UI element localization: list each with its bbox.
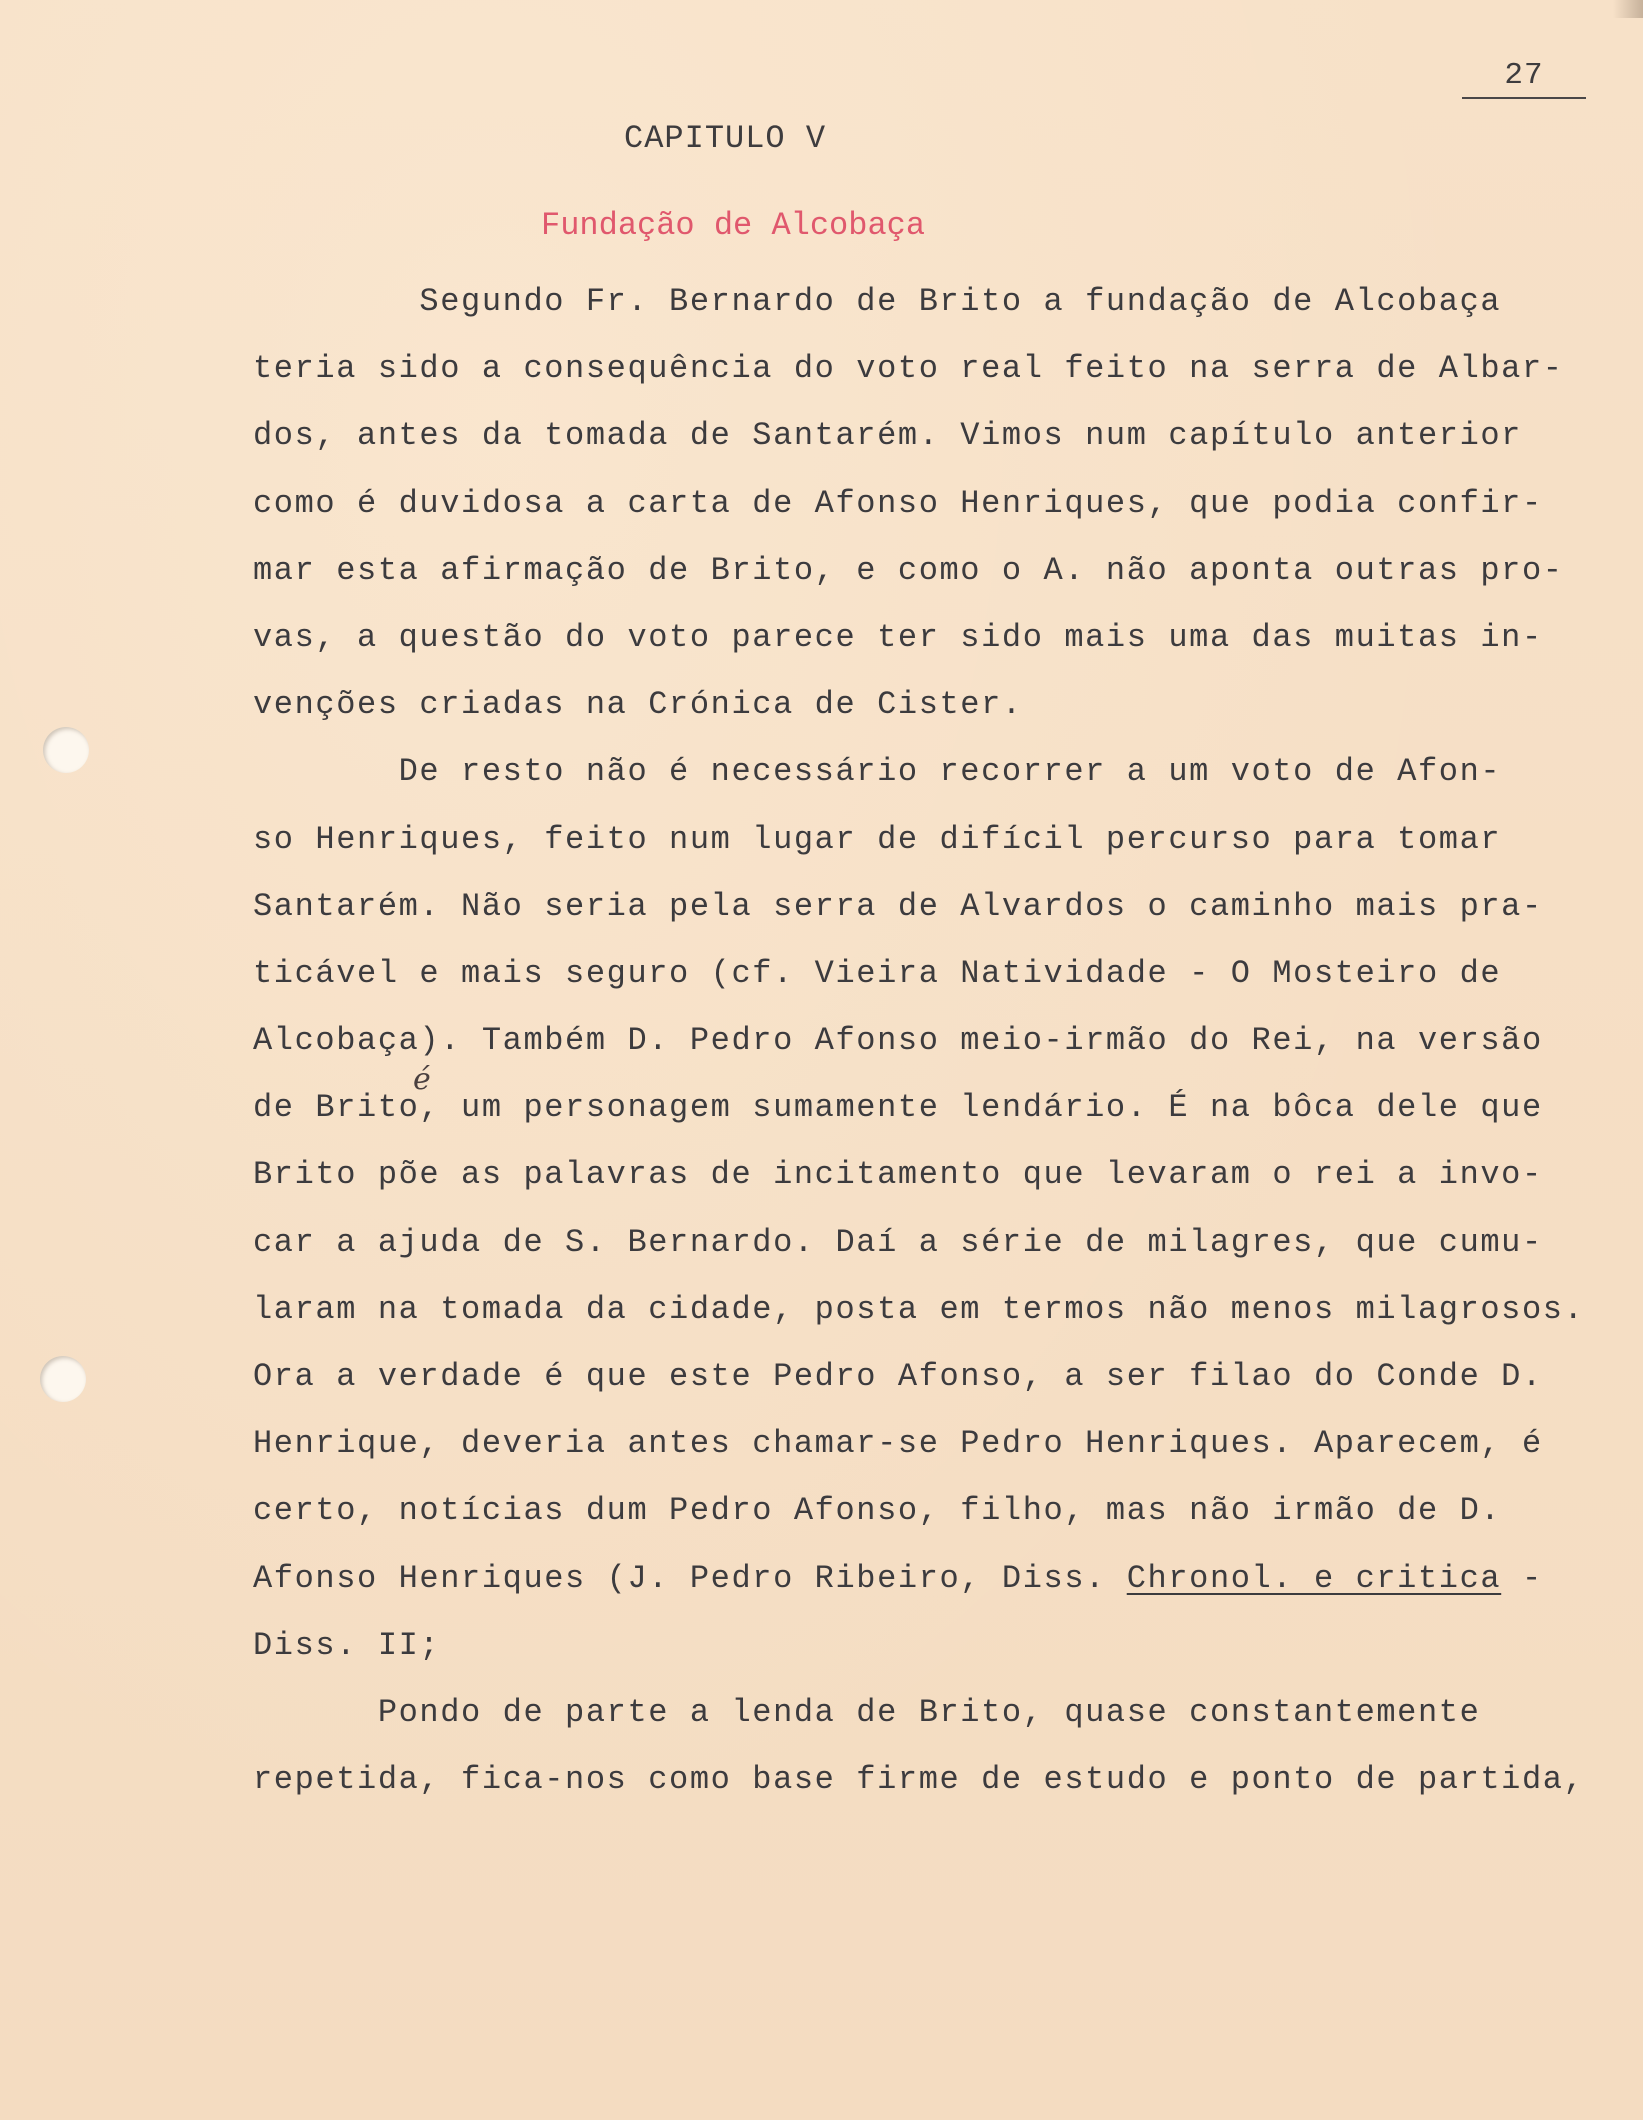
line-text: vas, a questão do voto parece ter sido mais uma das muitas in- (253, 618, 1543, 656)
text-line (253, 1007, 1573, 1074)
line-text: dos, antes da tomada de Santarém. Vimos num capítulo anterior (253, 417, 1522, 455)
page-number: 27 (1504, 58, 1544, 93)
line-text: repetida, fica-nos como base firme de estudo e ponto de partida, (253, 1761, 1585, 1799)
text-line (253, 470, 1573, 537)
text-line (253, 671, 1573, 738)
line-text: certo, notícias dum Pedro Afonso, filho, mas não irmão de D. (253, 1492, 1502, 1530)
text-line (253, 1343, 1573, 1410)
punch-hole (40, 1356, 86, 1402)
line-text: - (1501, 1559, 1543, 1597)
line-text: Santarém. Não seria pela serra de Alvardos o caminho mais pra- (253, 887, 1543, 925)
section-title: Fundação de Alcobaça (541, 207, 926, 244)
text-line (253, 268, 1573, 335)
text-line (253, 1545, 1573, 1612)
text-line (253, 1141, 1573, 1208)
line-text: Ora a verdade é que este Pedro Afonso, a ser filao do Conde D. (253, 1358, 1543, 1395)
line-text: venções criadas na Crónica de Cister. (253, 686, 1023, 724)
line-text: De resto não é necessário recorrer a um voto de Afon- (253, 753, 1502, 791)
line-text: Diss. II; (253, 1626, 441, 1664)
text-line (253, 1612, 1573, 1679)
line-text: Segundo Fr. Bernardo de Brito a fundação de Alcobaça (253, 283, 1502, 320)
chapter-title: CAPITULO V (624, 120, 827, 157)
line-text: Alcobaça). Também D. Pedro Afonso meio-irmão do Rei, na versão (253, 1022, 1543, 1060)
page-corner-shadow (1613, 0, 1643, 18)
body-text (253, 268, 1585, 1813)
handwritten-correction: é (413, 1062, 431, 1097)
line-text: teria sido a consequência do voto real feito na serra de Albar- (253, 350, 1564, 388)
text-line (253, 537, 1573, 604)
line-text: laram na tomada da cidade, posta em termos não menos milagrosos. (253, 1290, 1585, 1328)
text-line (253, 1276, 1585, 1343)
punch-hole (43, 727, 89, 773)
line-text: ticável e mais seguro (cf. Vieira Natividade - O Mosteiro de (253, 954, 1502, 992)
text-line (253, 335, 1573, 402)
text-line (253, 940, 1573, 1007)
text-line (253, 1477, 1573, 1544)
line-text: car a ajuda de S. Bernardo. Daí a série de milagres, que cumu- (253, 1223, 1543, 1261)
underlined-title: Chronol. e critica (1126, 1559, 1502, 1597)
text-line (253, 1746, 1585, 1813)
line-text: como é duvidosa a carta de Afonso Henriques, que podia confir- (253, 484, 1543, 522)
line-text: so Henriques, feito num lugar de difícil percurso para tomar (253, 820, 1502, 858)
line-text: Henrique, deveria antes chamar-se Pedro Henriques. Aparecem, é (253, 1425, 1543, 1463)
text-line (253, 604, 1573, 671)
line-text: Brito põe as palavras de incitamento que levaram o rei a invo- (253, 1156, 1543, 1194)
text-line (253, 738, 1573, 805)
text-line (253, 873, 1573, 940)
line-text: mar esta afirmação de Brito, e como o A. não aponta outras pro- (253, 551, 1564, 589)
text-line (253, 1679, 1573, 1746)
line-text: Pondo de parte a lenda de Brito, quase constantemente (253, 1693, 1481, 1731)
text-line (253, 806, 1573, 873)
page-number-underline (1462, 97, 1586, 99)
text-line (253, 1209, 1573, 1276)
line-text: de Brito, um personagem sumamente lendário. É na bôca dele que (253, 1089, 1543, 1127)
line-text: Afonso Henriques (J. Pedro Ribeiro, Diss. (253, 1559, 1127, 1597)
text-line (253, 1074, 1573, 1141)
text-line (253, 1410, 1573, 1477)
text-line (253, 402, 1573, 469)
